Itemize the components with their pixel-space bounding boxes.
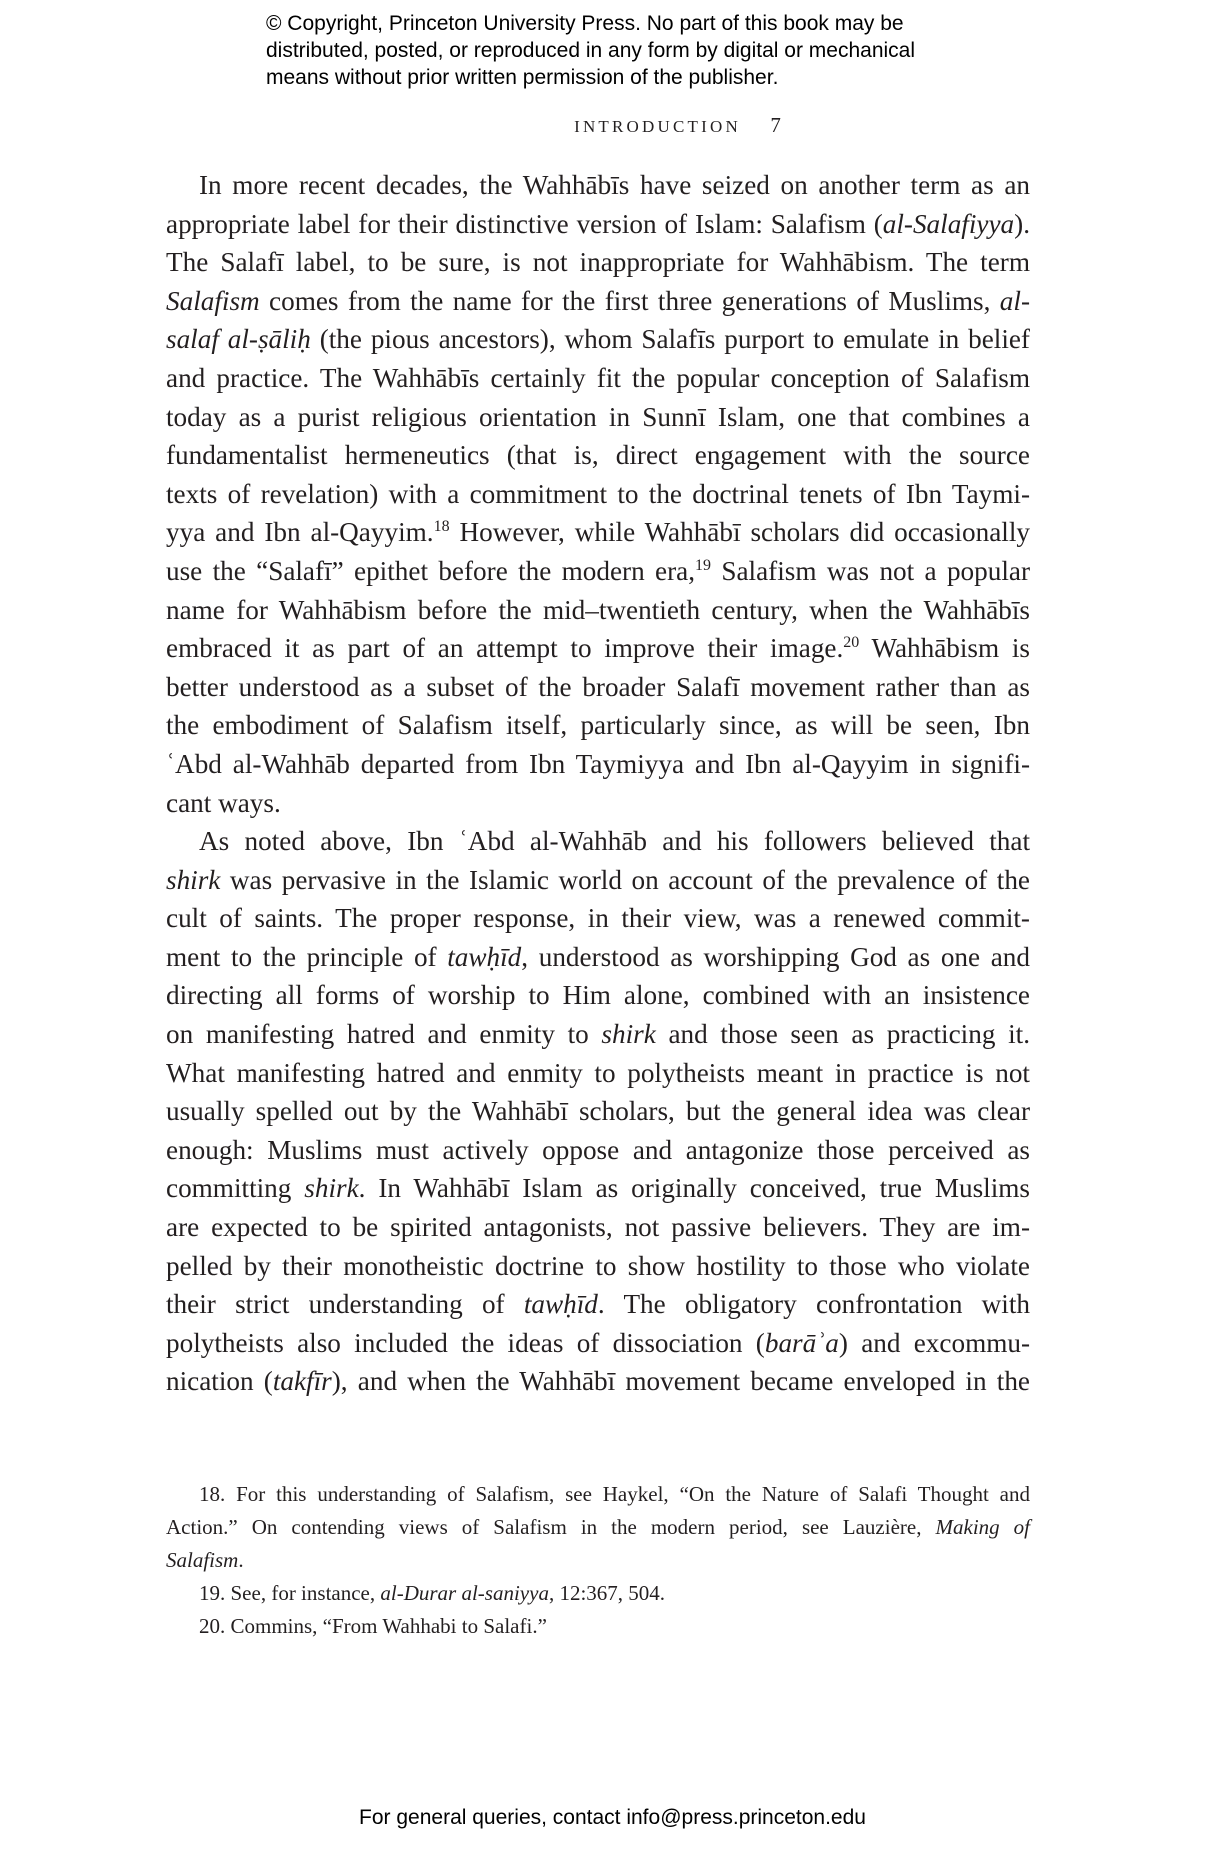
text-line: cult of saints. The proper response, in their view, was a renewed commit-: [166, 903, 1030, 934]
copyright-line: distributed, posted, or reproduced in any form by digital or mechanical: [266, 39, 916, 62]
text-run: was pervasive in the Islamic world on account of the prevalence of the: [220, 864, 1030, 895]
italic-term: shirk: [166, 864, 221, 895]
text-line: texts of revelation) with a commitment to the doctrinal tenets of Ibn Taymi-: [166, 478, 1030, 509]
text-run: , 12:367, 504.: [548, 1581, 666, 1605]
italic-term: Salafism: [166, 285, 260, 316]
contact-notice: For general queries, contact info@press.princeton.edu: [359, 1806, 866, 1829]
text-line: better understood as a subset of the broader Salafī movement rather than as: [166, 671, 1030, 702]
running-head-title: INTRODUCTION: [574, 117, 741, 136]
italic-title: al-Durar al-saniyya: [380, 1581, 549, 1605]
copyright-line: © Copyright, Princeton University Press. No part of this book may be: [266, 12, 904, 35]
italic-term: al-: [999, 285, 1030, 316]
text-run: 19. See, for instance,: [199, 1581, 381, 1605]
text-line: [166, 1324, 1030, 1363]
text-line: [166, 1285, 1030, 1324]
text-run: embraced it as part of an attempt to improve their image.: [166, 633, 844, 664]
text-line: [166, 1169, 1030, 1208]
text-run: use the “Salafī” epithet before the modern era,: [166, 555, 696, 586]
text-line: [166, 282, 1030, 321]
text-line: The Salafī label, to be sure, is not inappropriate for Wahhābism. The term: [166, 247, 1030, 278]
footnote-line: 20. Commins, “From Wahhabi to Salafi.”: [199, 1614, 547, 1638]
italic-term: barāʾa: [764, 1327, 839, 1358]
text-line: [166, 320, 1030, 359]
text-run: ) and excommu-: [838, 1327, 1031, 1358]
text-run: . The obligatory confrontation with: [597, 1289, 1030, 1320]
text-run: ment to the principle of: [166, 941, 448, 972]
text-line: today as a purist religious orientation in Sunnī Islam, one that combines a: [166, 401, 1030, 432]
text-line: fundamentalist hermeneutics (that is, direct engagement with the source: [166, 440, 1030, 471]
text-run: Action.” On contending views of Salafism in the modern period, see Lauzière,: [166, 1515, 936, 1539]
text-run: ), and when the Wahhābī movement became enveloped in the: [331, 1366, 1030, 1397]
text-line: usually spelled out by the Wahhābī scholars, but the general idea was clear: [166, 1096, 1030, 1127]
text-run: on manifesting hatred and enmity to: [166, 1019, 602, 1050]
text-line: name for Wahhābism before the mid–twentieth century, when the Wahhābīs: [166, 594, 1030, 625]
text-line: [166, 938, 1030, 977]
footnotes: [166, 1478, 1030, 1643]
italic-term: salaf al-ṣāliḥ: [166, 324, 311, 355]
text-run: their strict understanding of: [166, 1289, 524, 1320]
footnote-ref-19[interactable]: 19: [695, 556, 712, 574]
running-head: [0, 113, 1225, 138]
text-run: ).: [1014, 208, 1030, 239]
italic-term: takfīr: [272, 1366, 332, 1397]
footnote-20: [166, 1610, 1030, 1643]
page-number: 7: [770, 113, 781, 137]
text-line: [166, 552, 1030, 591]
text-line: and practice. The Wahhābīs certainly fit the popular conception of Salafism: [166, 362, 1030, 393]
footnote-line: [166, 1511, 1030, 1544]
italic-term: shirk: [304, 1173, 359, 1204]
text-line: What manifesting hatred and enmity to polytheists meant in practice is not: [166, 1057, 1030, 1088]
text-line: cant ways.: [166, 787, 281, 818]
footnote-ref-18[interactable]: 18: [433, 518, 450, 536]
paragraph-2: [166, 822, 1030, 1401]
text-line: [166, 513, 1030, 552]
text-run: committing: [166, 1173, 305, 1204]
footnote-line: 18. For this understanding of Salafism, see Haykel, “On the Nature of Salafi Thought and: [199, 1482, 1030, 1506]
footnote-line: [166, 1577, 1030, 1610]
text-line: [166, 1362, 1030, 1401]
text-run: and those seen as practicing it.: [655, 1019, 1030, 1050]
text-run: (the pious ancestors), whom Salafīs purport to emulate in belief: [310, 324, 1030, 355]
italic-term: al-Salafiyya: [882, 208, 1015, 239]
text-line: pelled by their monotheistic doctrine to show hostility to those who violate: [166, 1250, 1030, 1281]
paragraph-1: [166, 166, 1030, 822]
text-line: the embodiment of Salafism itself, particularly since, as will be seen, Ibn: [166, 710, 1030, 741]
text-line: In more recent decades, the Wahhābīs have seized on another term as an: [199, 170, 1030, 200]
text-line: [166, 629, 1030, 668]
italic-title: Making of: [935, 1515, 1031, 1539]
italic-term: shirk: [601, 1019, 656, 1050]
text-run: Salafism was not a popular: [711, 555, 1030, 586]
footnote-19: [166, 1577, 1030, 1610]
text-run: , understood as worshipping God as one and: [521, 941, 1030, 972]
text-line: [166, 861, 1030, 900]
footnote-18: [166, 1478, 1030, 1577]
text-run: .: [238, 1548, 244, 1572]
footnote-line: [166, 1544, 1030, 1577]
text-run: Wahhābism is: [859, 633, 1030, 664]
text-run: appropriate label for their distinctive version of Islam: Salafism (: [166, 208, 883, 239]
text-run: However, while Wahhābī scholars did occasionally: [449, 517, 1030, 548]
footnote-ref-20[interactable]: 20: [843, 634, 860, 652]
text-line: [166, 1015, 1030, 1054]
copyright-notice: [266, 10, 1026, 91]
italic-title: Salafism: [166, 1548, 239, 1572]
text-line: enough: Muslims must actively oppose and antagonize those perceived as: [166, 1134, 1030, 1165]
copyright-line: means without prior written permission of the publisher.: [266, 66, 779, 89]
text-run: polytheists also included the ideas of dissociation (: [166, 1327, 765, 1358]
text-line: [166, 205, 1030, 244]
text-line: As noted above, Ibn ʿAbd al-Wahhāb and his followers believed that: [199, 826, 1030, 857]
text-line: ʿAbd al-Wahhāb departed from Ibn Taymiyya and Ibn al-Qayyim in signifi-: [166, 748, 1030, 779]
text-line: directing all forms of worship to Him alone, combined with an insistence: [166, 980, 1030, 1011]
main-body-text: [166, 166, 1030, 1401]
italic-term: tawḥīd: [447, 941, 522, 972]
text-run: yya and Ibn al-Qayyim.: [166, 517, 434, 548]
text-run: . In Wahhābī Islam as originally conceived, true Muslims: [358, 1173, 1030, 1204]
text-run: nication (: [166, 1366, 273, 1397]
text-run: comes from the name for the first three generations of Muslims,: [259, 285, 1000, 316]
text-line: are expected to be spirited antagonists, not passive believers. They are im-: [166, 1212, 1030, 1243]
italic-term: tawḥīd: [523, 1289, 598, 1320]
